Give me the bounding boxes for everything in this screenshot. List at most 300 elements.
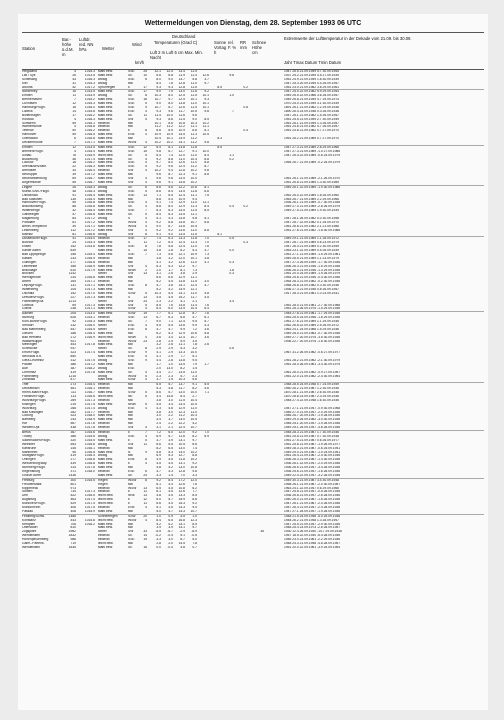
pressure: 1016.4 [84,331,95,335]
temp-min: 0.7 [192,545,197,549]
temp-max: 11.2 [178,414,185,418]
barometer-height: 135 [70,197,76,201]
station-name: Braunschweig [22,205,43,209]
station-name: Aue [22,366,28,370]
temp-max: 14.8 [178,220,185,224]
barometer-height: 31 [72,81,76,85]
temp-5cm: 4.8 [168,387,173,391]
temp-max: 13.1 [178,438,185,442]
pressure: 1016.3 [84,77,95,81]
pressure: 1017.3 [84,295,95,299]
barometer-height: 439 [70,462,76,466]
wind-speed: 4 [145,518,147,522]
barometer-height: 522 [70,494,76,498]
temp-night: 7.5 [204,193,209,197]
wind-direction: E [128,502,131,506]
weather: stark bew. [98,331,113,335]
temp-5cm: 1.7 [168,268,173,272]
extremes: 1951 25.8 21.09.1987 -1.9 26.09.1977 [284,442,341,446]
temp-2m: 6.4 [156,153,161,157]
wind-speed: 6 [145,77,147,81]
barometer-height: 801 [70,482,76,486]
wind-direction: WSW [128,518,137,522]
wind-direction: SSW [128,514,136,518]
pressure: 1017.7 [84,410,95,414]
temp-min: 10.5 [190,402,197,406]
barometer-height: 839 [70,249,76,253]
temp-min: 6.2 [192,486,197,490]
wind-direction: SSE [128,434,135,438]
extremes: 1949 26.1 22.09.1989 -1.9 30.09.1986 [284,185,341,189]
wind-direction: ESE [128,469,135,473]
temp-night: 11.1 [202,201,209,205]
barometer-height: 314 [70,466,76,470]
temp-5cm: 4.4 [168,482,173,486]
temp-max: 14.0 [178,450,185,454]
temp-5cm: 3.4 [168,335,173,339]
temp-5cm: 6.3 [168,237,173,241]
temp-max: 12.6 [178,161,185,165]
barometer-height: 92 [72,320,76,324]
barometer-height: 463 [70,498,76,502]
temp-2m: 9.6 [156,177,161,181]
wind-direction: SSE [128,237,135,241]
temp-min: 11.3 [190,205,197,209]
pressure: 1016.5 [84,209,95,213]
extremes: 1951 20.0 24.09.1989 -1.9 26.09.1979 [284,272,341,276]
temp-max: 13.3 [178,351,185,355]
barometer-height: 7 [74,141,76,145]
humidity: 1.8 [229,268,234,272]
temp-min: 4.2 [192,422,197,426]
station-name: Deuselbach [22,387,40,391]
station-name: Lingen [22,185,32,189]
wind-speed: 4 [145,161,147,165]
barometer-height: 145 [70,446,76,450]
temp-min: 11.4 [190,73,197,77]
temp-5cm: 6.0 [168,431,173,435]
temp-5cm: 8.0 [168,94,173,98]
barometer-height: 26 [72,73,76,77]
temp-2m: 4.9 [156,458,161,462]
weather: stark bew. [98,466,113,470]
barometer-height: 55 [72,180,76,184]
temp-min: 5.6 [192,378,197,382]
extremes: 1891 26.1 21.09.1982 1.2 29.09.1936 [284,106,339,110]
wind-speed: 2 [145,268,147,272]
station-name: Neuruppin [22,173,38,177]
weather: stark bew. [98,165,113,169]
temp-2m: 9.0 [156,320,161,324]
weather: Regen [98,478,108,482]
wind-speed: 8 [145,327,147,331]
temp-max: 11.1 [178,343,185,347]
extremes: 1949 29.1 21.09.1989 1.1 26.09.1972 [284,237,339,241]
temp-2m: 3.8 [156,410,161,414]
temp-2m: 9.2 [156,478,161,482]
wind-direction: SW [128,299,134,303]
weather: leicht bew. [98,335,114,339]
wind-direction: SSW [128,391,136,395]
extremes: 1951 24.6 21.09.1982 4.7 26.09.1957 [284,125,339,129]
temp-min: 11.0 [190,370,197,374]
temp-min: 9.7 [192,438,197,442]
pressure: 1015.3 [84,320,95,324]
temp-max: 14.1 [178,141,185,145]
header-station: Station [22,46,36,51]
temp-max: 16.8 [178,518,185,522]
station-name: Bamberg [22,418,36,422]
weather: stark bew. [98,157,113,161]
temp-5cm: 4.5 [168,502,173,506]
weather: stark bew. [98,113,113,117]
wind-direction: SSE [128,106,135,110]
temp-5cm: 8.5 [168,129,173,133]
temp-night: 4.5 [204,295,209,299]
temp-min: 2.7 [192,395,197,399]
extremes: 1967 31.2 26.09.1982 -0.6 27.09.1977 [284,351,341,355]
temp-2m: 6.4 [156,307,161,311]
weather: stark bew. [98,213,113,217]
pressure: 1013.5 [84,145,95,149]
extremes: 1870 28.8 23.09.1987 2.3 29.09.1936 [284,395,339,399]
temp-min: 11.1 [190,213,197,217]
weather: stark bew. [98,509,113,513]
barometer-height: 877 [70,378,76,382]
station-name: List / Sylt [22,73,36,77]
station-name: Kempten [22,522,36,526]
barometer-height: 46 [72,157,76,161]
temp-min: 10.0 [190,177,197,181]
precipitation: 0.4 [243,129,248,133]
pressure: 1017.8 [84,370,95,374]
temp-max: 5.1 [180,534,185,538]
temp-max: 13.3 [178,494,185,498]
station-name: Großer Arber [22,473,42,477]
station-name: Wasserkuppe [22,339,43,343]
wind-direction: WSW [128,220,137,224]
station-name: Sendorf [22,324,34,327]
wind-direction: still [128,418,133,422]
wind-speed: 4 [145,462,147,466]
wind-direction: NNW [128,335,136,339]
humidity: 0.3 [229,272,234,276]
temp-max: 10.8 [178,486,185,490]
temp-2m: 3.8 [156,249,161,253]
pressure: 1016.8 [84,125,95,129]
wind-speed: 4 [145,264,147,268]
temp-min: 7.8 [192,343,197,347]
weather: bedeckt [98,316,110,320]
station-name: Arkona [22,85,33,89]
temp-night: 7.6 [204,312,209,316]
weather: bedeckt [98,534,110,538]
temp-min: 5.1 [192,355,197,359]
station-name: Rostock [22,117,34,121]
temp-max: 10.5 [178,442,185,446]
temp-night: 3.0 [204,280,209,284]
weather: stark bew. [98,264,113,268]
temp-2m: 7.2 [156,241,161,245]
barometer-height: 419 [70,370,76,374]
pressure: 1016.0 [84,106,95,110]
temp-2m: 10.1 [154,121,161,125]
temp-5cm: 5.5 [168,442,173,446]
temp-min: 11.2 [190,165,197,169]
temp-max: 12.6 [178,260,185,264]
temp-min: 10.2 [190,169,197,173]
temp-5cm: -0.4 [167,534,173,538]
wind-speed: 8 [145,232,147,236]
temp-2m: 9.2 [156,157,161,161]
temp-5cm: 4.7 [168,509,173,513]
temp-min: 10.2 [190,450,197,454]
station-name: Berus [22,431,31,435]
temp-max: 11.7 [178,387,185,391]
temp-min: 10.3 [190,414,197,418]
temp-5cm: 14.8 [166,395,173,399]
pressure: 1018.0 [84,414,95,418]
temp-5cm: 8.8 [168,157,173,161]
wind-speed: 5 [145,355,147,359]
extremes: 1945 27.8 21.09.1981 -1.7 29.09.1936 [284,312,341,316]
weather: wolkig [98,454,108,458]
barometer-height: 59 [72,133,76,137]
wind-speed: 8 [145,458,147,462]
temp-2m: 2.3 [156,299,161,303]
temp-max: 17.2 [178,478,185,482]
extremes: 1954 28.3 21.09.1982 -0.2 30.09.1936 [284,280,341,284]
pressure: 1017.8 [84,426,95,430]
temp-5cm: 5.3 [168,331,173,335]
station-name: Görlitz [22,307,32,311]
temp-5cm: 2.2 [168,422,173,426]
weather: bedeckt [98,129,110,133]
temp-night: 9.2 [204,90,209,94]
barometer-height: 105 [70,287,76,291]
wind-direction: SW [128,530,134,534]
wind-direction: SE [128,73,133,77]
wind-direction: SW [128,169,134,173]
header-luftdruck: Luftdr. red. NN hPa [79,37,94,52]
wind-speed: 19 [143,312,147,316]
temp-min: 9.5 [192,320,197,324]
extremes: 1949 30.3 21.09.1987 3.4 30.09.1948 [284,478,339,482]
temp-5cm: 4.5 [168,462,173,466]
temp-max: 5.9 [180,339,185,343]
temp-2m: 4.4 [156,418,161,422]
temp-2m: 4.5 [156,295,161,299]
barometer-height: 272 [70,335,76,339]
wind-speed: 11 [143,113,147,117]
temp-5cm: 4.2 [168,466,173,470]
station-name: Gardelegen [22,213,40,217]
temp-5cm: 5.7 [168,391,173,395]
temp-night: 7.0 [204,237,209,241]
barometer-height: 22 [72,165,76,169]
temp-max: 12.6 [178,106,185,110]
pressure: 1017.2 [84,220,95,224]
extremes: 1952 26.8 22.09.1989 2.5 26.09.1972 [284,324,339,327]
temp-5cm: 3.2 [168,256,173,260]
wind-direction: still [128,509,133,513]
wind-speed: 19 [143,538,147,542]
temp-5cm: 4.5 [168,505,173,509]
temp-5cm: 2.2 [168,299,173,303]
extremes: 1948 25.4 23.09.1973 -2.6 28.09.1957 [284,526,341,530]
barometer-height: 59 [72,201,76,205]
wind-direction: ESE [128,366,135,370]
header-wetter: Wetter [102,46,115,51]
temp-5cm: 4.2 [168,287,173,291]
pressure: 1016.8 [84,458,95,462]
barometer-height: 268 [70,406,76,410]
wind-speed: 5 [145,438,147,442]
wind-direction: still [128,137,133,141]
temp-5cm: 6.6 [168,276,173,280]
wind-speed: 17 [143,237,147,241]
temp-5cm: 9.6 [168,165,173,169]
extremes: 1951 28.0 21.09.1981 -2.7 30.09.1958 [284,303,341,307]
temp-2m: 3.3 [156,538,161,542]
weather: stark bew. [98,370,113,374]
temp-2m: 10.3 [154,291,161,295]
temp-2m: 2.9 [156,347,161,351]
weather: bedeckt [98,280,110,284]
wind-speed: 13 [143,272,147,276]
station-name: Augsburg [22,498,37,502]
pressure: 1017.2 [84,85,95,89]
temp-5cm: 11.2 [166,125,173,129]
temp-max: 10.8 [178,121,185,125]
temp-max: 15.2 [178,295,185,299]
temp-5cm: 8.8 [168,117,173,121]
extremes: 1936 26.3 21.09.1936 -1.5 29.09.1936 [284,264,341,268]
extremes: 1949 26.8 21.09.1949 4.7 29.09.1974 [284,98,339,102]
weather: leicht bew. [98,153,114,157]
station-name: Neubrandenburg [22,177,47,181]
extremes: 1957 18.5 22.09.1930 -6.4 28.09.1936 [284,534,341,538]
barometer-height: 719 [70,541,76,545]
station-name: Seehausen/Altm. [22,165,48,169]
weather: bedeckt [98,422,110,426]
temp-night: 9.3 [204,98,209,102]
pressure: 1016.8 [84,276,95,280]
barometer-height: 238 [70,307,76,311]
temp-2m: 4.7 [156,469,161,473]
temp-2m: 4.3 [156,406,161,410]
wind-direction: SE [128,534,133,538]
header-extrem-sub: Jahr Tmax Datum Tmin Datum [284,60,342,65]
table-row [22,546,484,550]
weather: wolkig [98,94,108,98]
temp-5cm: 8.4 [168,478,173,482]
temp-5cm: 8.4 [168,189,173,193]
temp-5cm: 8.0 [168,102,173,106]
wind-direction: E [128,462,131,466]
temp-night: 10.1 [202,102,209,106]
station-name: Weißenburg/Bay. [22,462,48,466]
extremes: 1948 28.5 24.09.1948 0.7 24.09.1949 [284,383,339,387]
wind-speed: 11 [143,490,147,494]
station-name: Bad Lippspringe [22,252,46,256]
barometer-height: 16 [72,106,76,110]
station-name: München/Flugh. [22,502,46,506]
weather: stark bew. [98,287,113,291]
temp-min: 10.2 [190,458,197,462]
temp-2m: 5.2 [156,280,161,284]
wind-speed: 8 [145,245,147,249]
barometer-height: 547 [70,327,76,331]
temp-2m: 3.8 [156,398,161,402]
station-name: Schmücke [22,347,38,351]
pressure: 1014.6 [84,245,95,249]
temp-max: 12.9 [178,165,185,169]
temp-max: 11.0 [178,157,185,161]
temp-5cm: 4.5 [168,494,173,498]
weather: stark bew. [98,355,113,359]
station-name: Zugspitze [22,530,37,534]
wind-direction: E [128,498,131,502]
barometer-height: 356 [70,264,76,268]
temp-min: 11.1 [190,125,197,129]
temp-max: 10.9 [178,129,185,133]
temp-2m: 6.6 [156,502,161,506]
wind-speed: 15 [143,149,147,153]
temp-min: 7.2 [192,327,197,331]
temp-5cm: 3.9 [168,526,173,530]
station-name: Bremerhaven [22,98,42,102]
temp-max: 11.5 [178,117,185,121]
extremes: 1947 26.1 21.09.1982 1.5 26.09.1957 [284,113,339,117]
station-name: Marnitz [22,232,33,236]
station-name: Emden [22,94,33,98]
weather: stark bew. [98,220,113,224]
weather: stark bew. [98,205,113,209]
station-name: Bad Kissingen [22,410,44,414]
barometer-height: 973 [70,486,76,490]
pressure: 1017.4 [84,498,95,502]
temp-2m: 5.1 [156,216,161,220]
temp-2m: 6.7 [156,316,161,320]
wind-direction: SSW [128,291,136,295]
temp-max: 12.4 [178,426,185,430]
temp-min: 9.2 [192,462,197,466]
station-name: Öhringen [22,458,36,462]
pressure: 1017.8 [84,343,95,347]
station-name: Rhein-Main/Flugh. [22,391,49,395]
temp-5cm: 3.0 [168,410,173,414]
wind-direction: E [128,85,131,89]
pressure: 1017.5 [84,359,95,363]
barometer-height: 81 [72,220,76,224]
wind-speed: 4 [145,370,147,374]
temp-5cm: 2.8 [168,249,173,253]
wind-direction: SE [128,94,133,98]
pressure: 1016.2 [84,161,95,165]
barometer-height: 810 [70,526,76,530]
barometer-height: 1215 [68,374,76,378]
wind-speed: 6 [145,185,147,189]
extremes: 1951 22.0 21.09.1982 -2.4 30.09.1954 [284,374,341,378]
wind-direction: SSE [128,70,135,73]
temp-max: 10.3 [178,378,185,382]
station-name: Magdeburg [22,216,39,220]
pressure: 1017.2 [84,216,95,220]
temp-max: 10.9 [178,197,185,201]
extremes: 1949 29.0 25.09.1982 -3.0 30.09.1936 [284,418,341,422]
temp-5cm: 2.6 [168,272,173,276]
